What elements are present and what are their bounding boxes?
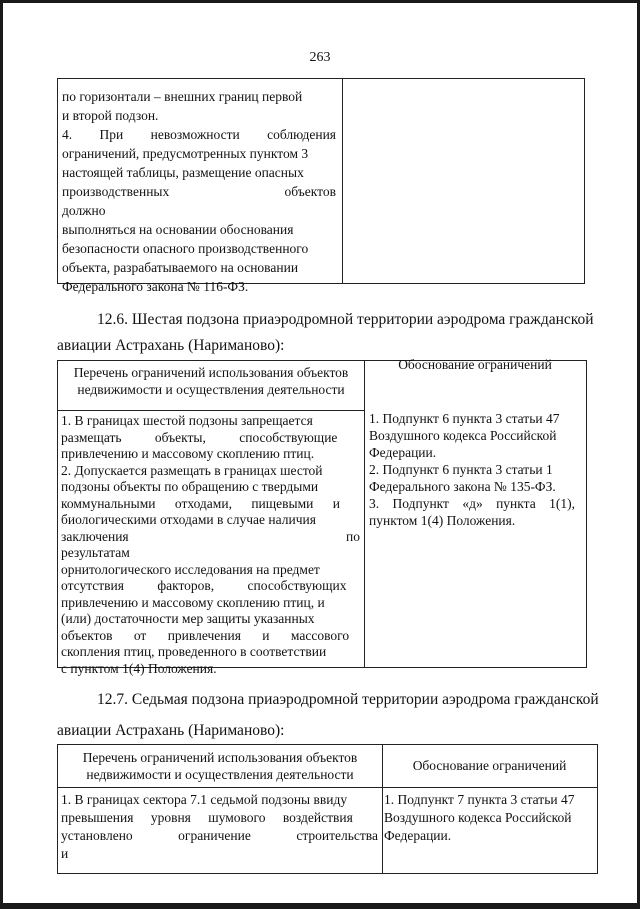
section-7-header-right: Обоснование ограничений (412, 758, 567, 773)
text-line: ограничений, предусмотренных пунктом 3 (62, 146, 309, 161)
text-line: подзоны объекты по обращению с твердыми (61, 479, 319, 494)
text-line: пунктом 1(4) Положения. (369, 513, 516, 528)
section-6-header-left: Перечень ограничений использования объектов недвижимости и осуществления деятельности (73, 365, 349, 397)
section-7-heading-line-2: авиации Астрахань (Нариманово): (57, 722, 285, 739)
section-6-heading-line-1: 12.6. Шестая подзона приаэродромной территории аэродрома гражданской (97, 311, 594, 328)
text-line: привлечению и массовому скоплению птиц. (61, 446, 315, 461)
scan-border-top (0, 0, 640, 3)
section-6-left-cell (61, 413, 360, 677)
section-7-heading-line-1: 12.7. Седьмая подзона приаэродромной территории аэродрома гражданской (97, 691, 599, 708)
text-line: Федерального закона № 116-ФЗ. (62, 279, 249, 294)
text-line: заключения по результатам (61, 528, 360, 560)
text-line: с пунктом 1(4) Положения. (61, 660, 217, 676)
text-line: Воздушного кодекса Российской (384, 810, 572, 825)
text-line: объекта, разрабатываемого на основании (62, 260, 299, 275)
text-line: производственных объектов должно (62, 184, 336, 218)
section-6-right-cell (369, 410, 583, 529)
text-line: 2. Допускается размещать в границах шестой (61, 462, 323, 478)
text-line: Федерации. (369, 445, 437, 460)
text-line: превышения уровня шумового воздействия (61, 810, 353, 825)
text-line: и второй подзон. (62, 108, 159, 123)
section-6-heading-line-2: авиации Астрахань (Нариманово): (57, 337, 285, 354)
text-line: (или) достаточности мер защиты указанных (61, 611, 315, 626)
text-line: выполняться на основании обоснования (62, 222, 294, 237)
text-line: Федерации. (384, 828, 452, 843)
scan-border-bottom (0, 903, 640, 909)
page-number: 263 (309, 50, 331, 65)
section-6-header-right: Обоснование ограничений (398, 357, 552, 372)
text-line: 3. Подпункт «д» пункта 1(1), (369, 496, 575, 511)
continued-table-left-cell (62, 87, 336, 296)
text-line: коммунальными отходами, пищевыми и (61, 495, 340, 511)
text-line: по горизонтали – внешних границ первой (62, 89, 303, 104)
text-line: установлено ограничение строительства и (61, 828, 378, 861)
text-line: 1. В границах сектора 7.1 седьмой подзоны ввиду (61, 792, 348, 807)
text-line: орнитологического исследования на предмет (61, 561, 320, 577)
section-7-left-cell (61, 791, 378, 863)
text-line: 2. Подпункт 6 пункта 3 статьи 1 (369, 462, 553, 477)
text-line: объектов от привлечения и массового (61, 627, 350, 643)
text-line: 1. В границах шестой подзоны запрещается (61, 413, 313, 428)
text-line: скопления птиц, проведенного в соответствии (61, 644, 327, 659)
text-line: безопасности опасного производственного (62, 241, 309, 256)
text-line: 4. При невозможности соблюдения (62, 127, 337, 142)
text-line: настоящей таблицы, размещение опасных (62, 165, 304, 180)
text-line: отсутствия факторов, способствующих (61, 578, 347, 593)
text-line: привлечению и массовому скоплению птиц, и (61, 594, 325, 610)
section-7-right-cell (384, 791, 595, 845)
text-line: Воздушного кодекса Российской (369, 428, 557, 443)
text-line: биологическими отходами в случае наличия (61, 512, 316, 527)
text-line: 1. Подпункт 7 пункта 3 статьи 47 (384, 792, 575, 807)
section-7-header-left: Перечень ограничений использования объектов недвижимости и осуществления деятельности (82, 750, 358, 782)
text-line: размещать объекты, способствующие (61, 429, 338, 445)
text-line: 1. Подпункт 6 пункта 3 статьи 47 (369, 411, 560, 426)
text-line: Федерального закона № 135-ФЗ. (369, 479, 556, 494)
scan-border-left (0, 0, 3, 909)
